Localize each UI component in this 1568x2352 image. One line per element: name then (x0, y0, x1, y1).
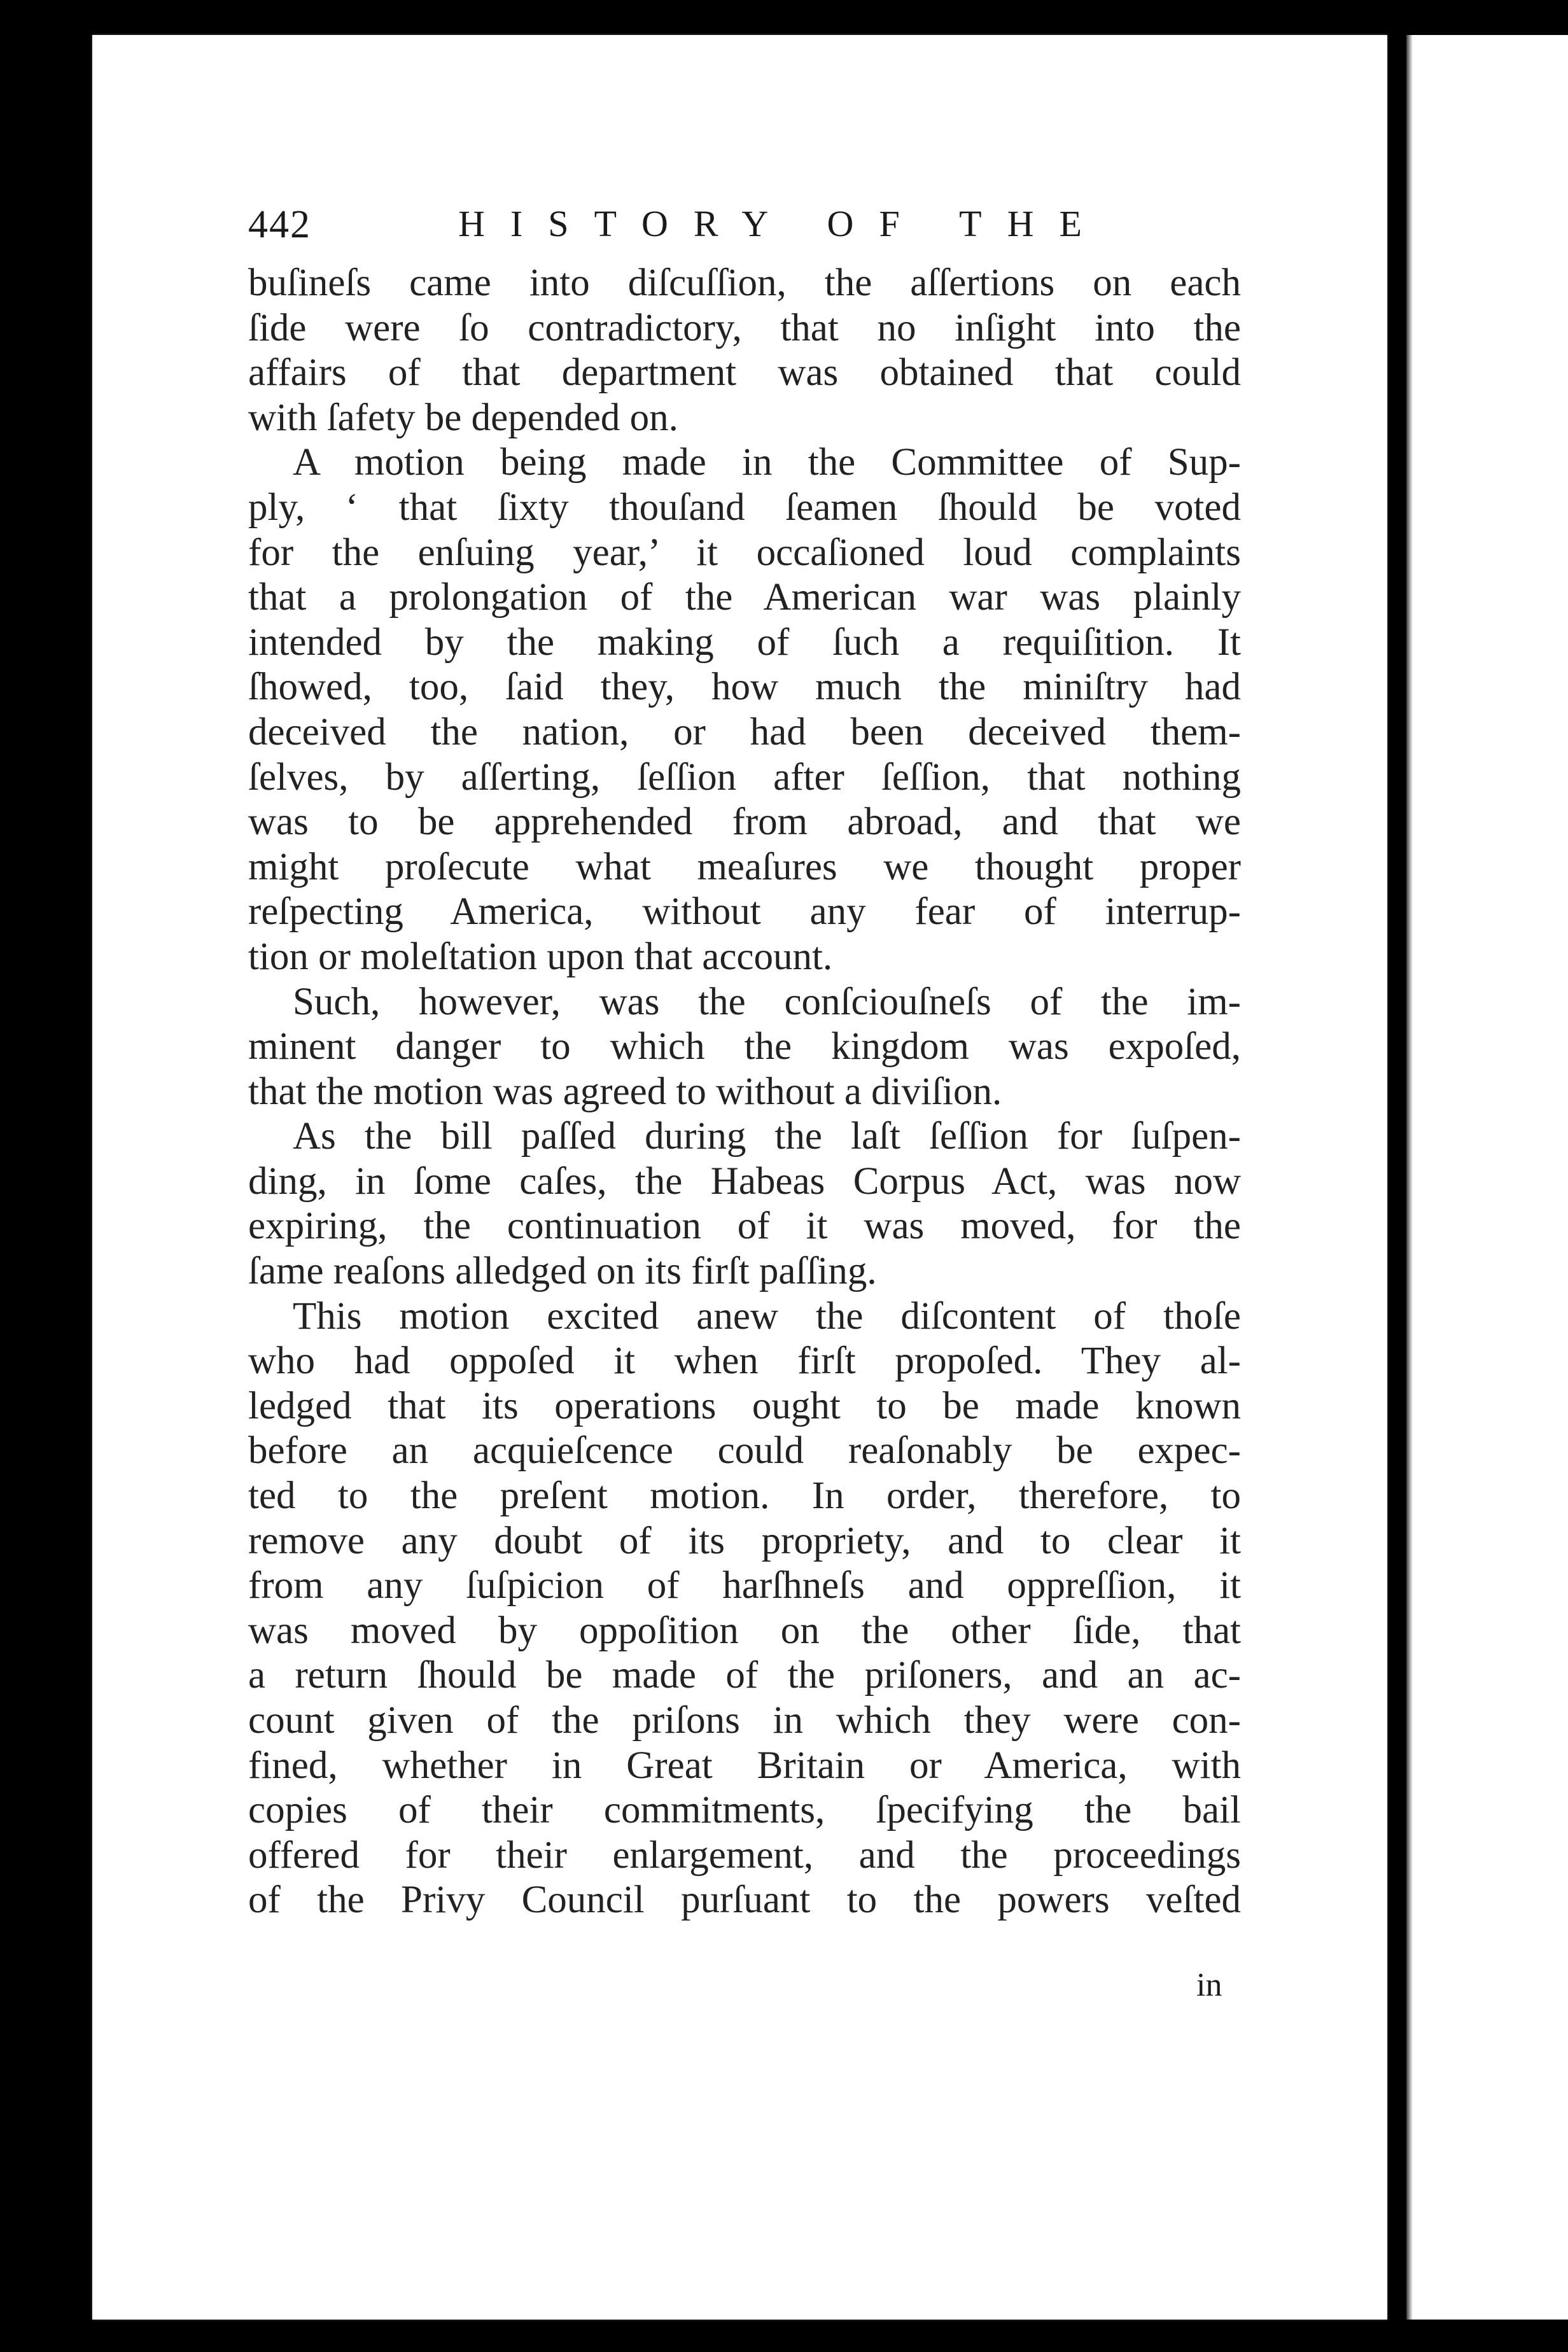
text-line: that a prolongation of the American war was plainly (248, 576, 1241, 619)
text-line: for the enſuing year,’ it occaſioned loud complaints (248, 531, 1241, 574)
text-line: ding, in ſome caſes, the Habeas Corpus Act, was now (248, 1159, 1241, 1203)
text-line: affairs of that department was obtained that could (248, 351, 1241, 395)
text-line: expiring, the continuation of it was moved, for the (248, 1205, 1241, 1248)
text-line: was moved by oppoſition on the other ſide, that (248, 1609, 1241, 1652)
text-line: copies of their commitments, ſpecifying the bail (248, 1789, 1241, 1832)
text-line: with ſafety be depended on. (248, 396, 678, 439)
text-line: of the Privy Council purſuant to the powers veſted (248, 1879, 1241, 1922)
text-line: that the motion was agreed to without a diviſion. (248, 1070, 1002, 1113)
page-gutter-shadow (1406, 35, 1413, 2320)
text-line: ply, ‘ that ſixty thouſand ſeamen ſhould be voted (248, 486, 1241, 529)
running-head (248, 202, 1241, 253)
text-line: As the bill paſſed during the laſt ſeſſion for ſuſpen- (293, 1115, 1241, 1158)
text-line: intended by the making of ſuch a requiſition. It (248, 620, 1241, 664)
body-text (248, 261, 1241, 1923)
text-line: ledged that its operations ought to be made known (248, 1384, 1241, 1427)
text-line: This motion excited anew the diſcontent of thoſe (293, 1294, 1241, 1338)
text-line: remove any doubt of its propriety, and to clear it (248, 1519, 1241, 1562)
facing-page-edge (1406, 35, 1568, 2320)
text-line: A motion being made in the Committee of Sup- (293, 441, 1241, 484)
text-line: offered for their enlargement, and the proceedings (248, 1833, 1241, 1877)
text-line: ſhowed, too, ſaid they, how much the miniſtry had (248, 666, 1241, 709)
text-line: count given of the priſons in which they were con- (248, 1699, 1241, 1742)
text-line: from any ſuſpicion of harſhneſs and oppreſſion, it (248, 1564, 1241, 1607)
text-line: buſineſs came into diſcuſſion, the aſſertions on each (248, 262, 1241, 304)
text-line: deceived the nation, or had been deceived them- (248, 710, 1241, 753)
text-line: Such, however, was the conſciouſneſs of the im- (293, 980, 1241, 1023)
text-line: might proſecute what meaſures we thought proper (248, 845, 1241, 888)
text-line: minent danger to which the kingdom was expoſed, (248, 1025, 1241, 1068)
text-line: ſame reaſons alledged on its firſt paſſing. (248, 1250, 877, 1293)
text-line: before an acquieſcence could reaſonably be expec- (248, 1429, 1241, 1473)
text-line: reſpecting America, without any fear of interrup- (248, 890, 1241, 934)
text-line: fined, whether in Great Britain or America, with (248, 1744, 1241, 1787)
text-line: ted to the preſent motion. In order, therefore, to (248, 1474, 1241, 1518)
text-line: ſide were ſo contradictory, that no inſight into the (248, 306, 1241, 349)
text-line: ſelves, by aſſerting, ſeſſion after ſeſſion, that nothing (248, 755, 1241, 799)
text-line: tion or moleſtation upon that account. (248, 935, 833, 978)
page-number: 442 (248, 203, 311, 246)
running-title: HISTORY OF THE (458, 203, 1107, 244)
text-line: was to be apprehended from abroad, and that we (248, 801, 1241, 844)
text-line: a return ſhould be made of the priſoners, and an ac- (248, 1654, 1241, 1697)
text-line: who had oppoſed it when firſt propoſed. They al- (248, 1340, 1241, 1383)
catchword: in (1196, 1967, 1222, 2003)
